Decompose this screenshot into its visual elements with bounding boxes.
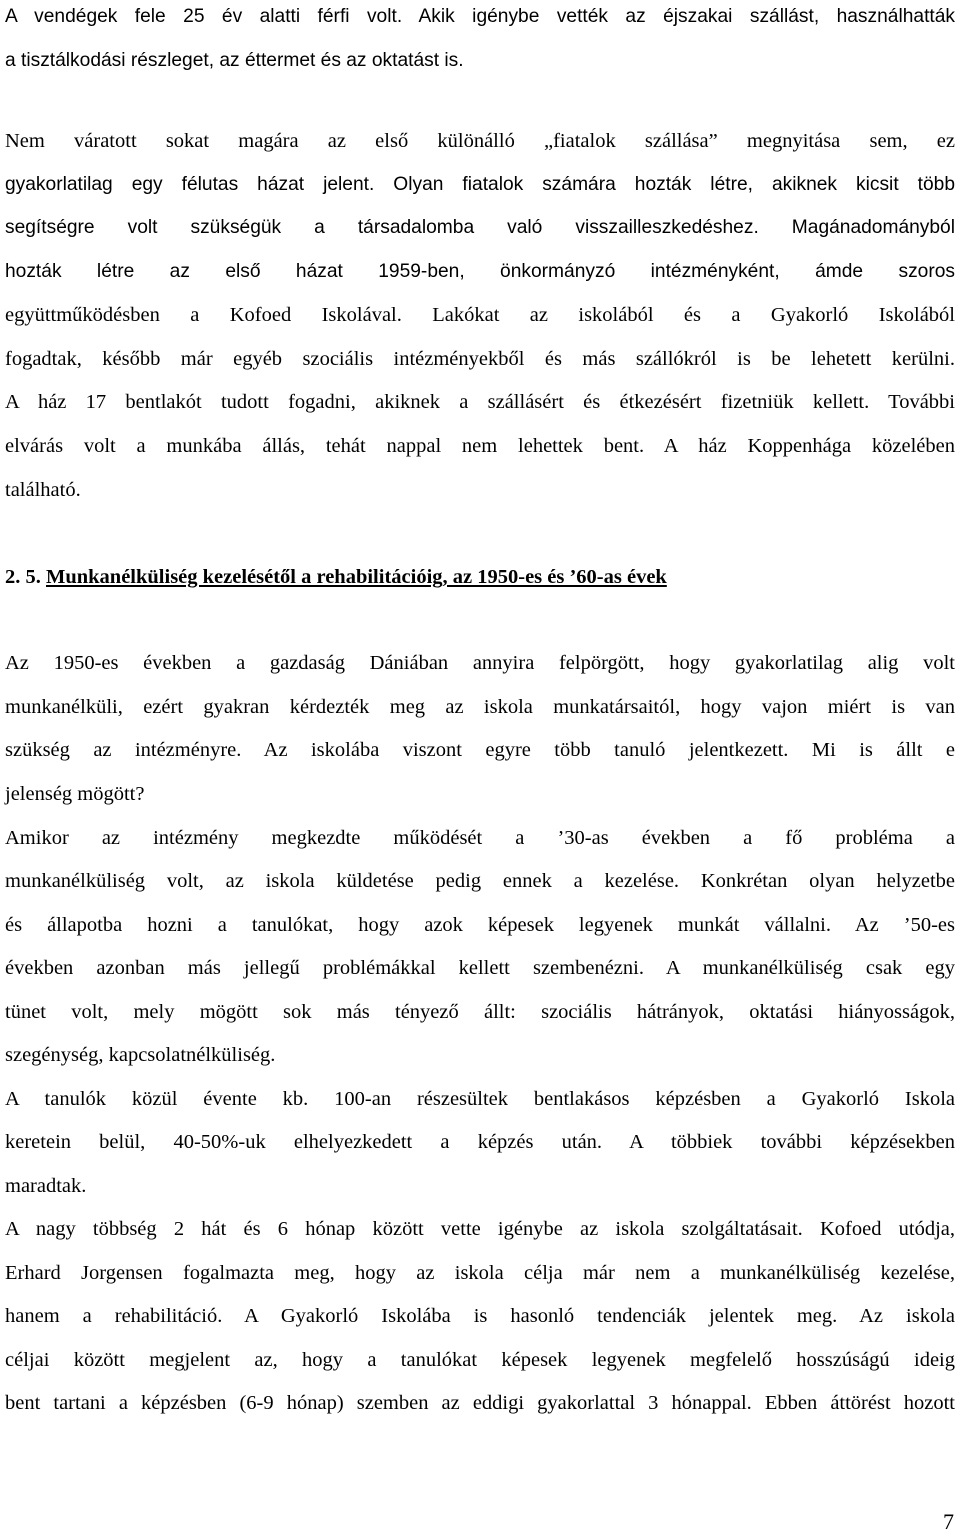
youth-housing-line-5: együttműködésben a Kofoed Iskolával. Lakókat az iskolából és a Gyakorló Iskolából xyxy=(5,304,955,326)
intro-line-1: A vendégek fele 25 év alatti férfi volt. Akik igénybe vették az éjszakai szállást, használhatták xyxy=(5,6,955,27)
youth-housing-line-1: Nem váratott sokat magára az első különálló „fiatalok szállása” megnyitása sem, ez xyxy=(5,130,955,152)
body-p2-line-3: és állapotba hozni a tanulókat, hogy azok képesek legyenek munkát vállalni. Az ’50-es xyxy=(5,914,955,936)
youth-housing-line-8: elvárás volt a munkába állás, tehát nappal nem lehettek bent. A ház Koppenhága közelében xyxy=(5,435,955,457)
body-p4-line-5: bent tartani a képzésben (6-9 hónap) szemben az eddigi gyakorlattal 3 hónappal. Ebben áttörést hozott xyxy=(5,1392,955,1414)
body-p2-line-1: Amikor az intézmény megkezdte működését a ’30-as években a fő probléma a xyxy=(5,827,955,849)
body-p3-line-3: maradtak. xyxy=(5,1175,87,1197)
youth-housing-line-2: gyakorlatilag egy félutas házat jelent. Olyan fiatalok számára hozták létre, akiknek kicsit több xyxy=(5,174,955,195)
body-p1-line-1: Az 1950-es években a gazdaság Dániában annyira felpörgött, hogy gyakorlatilag alig volt xyxy=(5,652,955,674)
youth-housing-line-4: hozták létre az első házat 1959-ben, önkormányzó intézményként, ámde szoros xyxy=(5,261,955,282)
body-p4-line-3: hanem a rehabilitáció. A Gyakorló Iskolába is hasonló tendenciák jelentek meg. Az iskola xyxy=(5,1305,955,1327)
page-number: 7 xyxy=(943,1509,954,1534)
section-number: 2. 5. xyxy=(5,566,41,588)
body-p4-line-2: Erhard Jorgensen fogalmazta meg, hogy az iskola célja már nem a munkanélküliség kezelése, xyxy=(5,1262,955,1284)
body-p3-line-2: keretein belül, 40-50%-uk elhelyezkedett a képzés után. A többiek további képzésekben xyxy=(5,1131,955,1153)
youth-housing-line-6: fogadtak, később már egyéb szociális intézményekből és más szállókról is be lehetett kerülni. xyxy=(5,348,955,370)
body-p2-line-5: tünet volt, mely mögött sok más tényező állt: szociális hátrányok, oktatási hiányosságok, xyxy=(5,1001,955,1023)
youth-housing-line-7: A ház 17 bentlakót tudott fogadni, akiknek a szállásért és étkezésért fizetniük kellett. További xyxy=(5,391,955,413)
youth-housing-line-3: segítségre volt szükségük a társadalomba való visszailleszkedéshez. Magánadományból xyxy=(5,217,955,238)
body-p4-line-4: céljai között megjelent az, hogy a tanulókat képesek legyenek megfelelő hosszúságú ideig xyxy=(5,1349,955,1371)
section-heading xyxy=(5,564,955,590)
intro-line-2: a tisztálkodási részleget, az éttermet és az oktatást is. xyxy=(5,50,464,71)
body-p2-line-6: szegénység, kapcsolatnélküliség. xyxy=(5,1044,276,1066)
body-p4-line-1: A nagy többség 2 hát és 6 hónap között vette igénybe az iskola szolgáltatásait. Kofoed utódja, xyxy=(5,1218,955,1240)
body-p1-line-4: jelenség mögött? xyxy=(5,783,145,805)
body-p2-line-4: években azonban más jellegű problémákkal kellett szembenézni. A munkanélküliség csak egy xyxy=(5,957,955,979)
body-p1-line-2: munkanélküli, ezért gyakran kérdezték meg az iskola munkatársaitól, hogy vajon miért is van xyxy=(5,696,955,718)
body-p2-line-2: munkanélküliség volt, az iskola küldetése pedig ennek a kezelése. Konkrétan olyan helyzetbe xyxy=(5,870,955,892)
youth-housing-line-9: található. xyxy=(5,479,81,501)
section-title: Munkanélküliség kezelésétől a rehabilitációig, az 1950-es és ’60-as évek xyxy=(46,566,667,588)
body-p1-line-3: szükség az intézményre. Az iskolába viszont egyre több tanuló jelentkezett. Mi is állt e xyxy=(5,739,955,761)
body-p3-line-1: A tanulók közül évente kb. 100-an részesültek bentlakásos képzésben a Gyakorló Iskola xyxy=(5,1088,955,1110)
